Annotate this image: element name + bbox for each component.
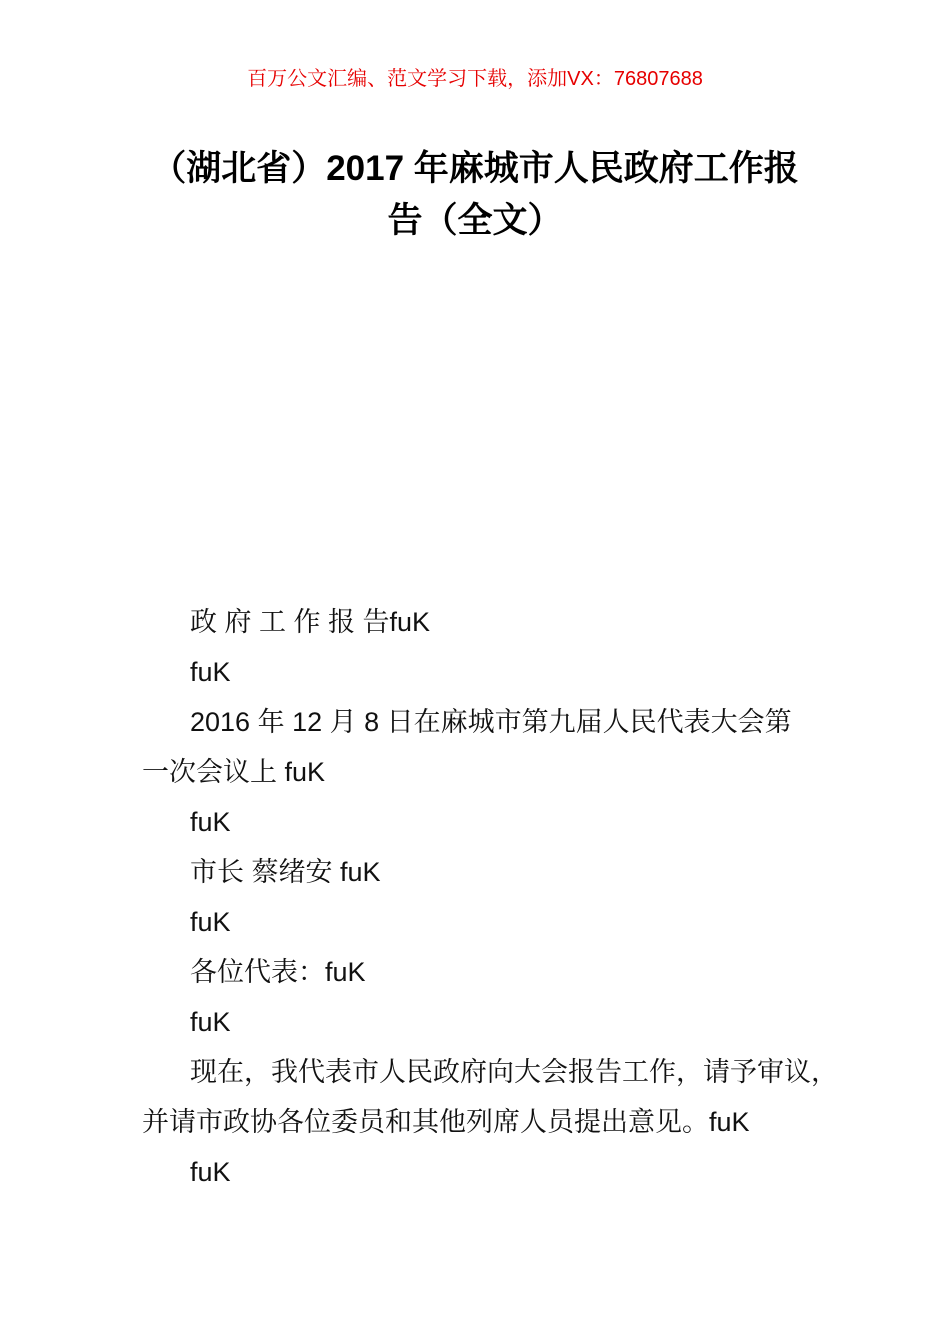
text-line: fuK (190, 1007, 231, 1037)
text-line: 现在，我代表市人民政府向大会报告工作，请予审议， (190, 1057, 838, 1087)
document-title-line-2: 告（全文） (387, 201, 563, 240)
text-line: 各位代表：fuK (190, 957, 366, 987)
text-line: fuK (190, 907, 231, 937)
text-line: fuK (190, 807, 231, 837)
text-line: 市长 蔡绪安 fuK (190, 857, 381, 887)
text-line: fuK (190, 657, 231, 687)
promo-notice: 百万公文汇编、范文学习下载，添加VX：76807688 (247, 68, 703, 90)
text-line: 2016 年 12 月 8 日在麻城市第九届人民代表大会第 (190, 707, 792, 737)
text-line: 并请市政协各位委员和其他列席人员提出意见。fuK (142, 1107, 750, 1137)
text-line: fuK (190, 1157, 231, 1187)
text-line: 政 府 工 作 报 告fuK (190, 607, 431, 637)
document-title-line-1: （湖北省）2017 年麻城市人民政府工作报 (151, 149, 799, 188)
document-body (142, 597, 902, 1197)
document-title (0, 143, 950, 247)
text-line: 一次会议上 fuK (142, 757, 326, 787)
